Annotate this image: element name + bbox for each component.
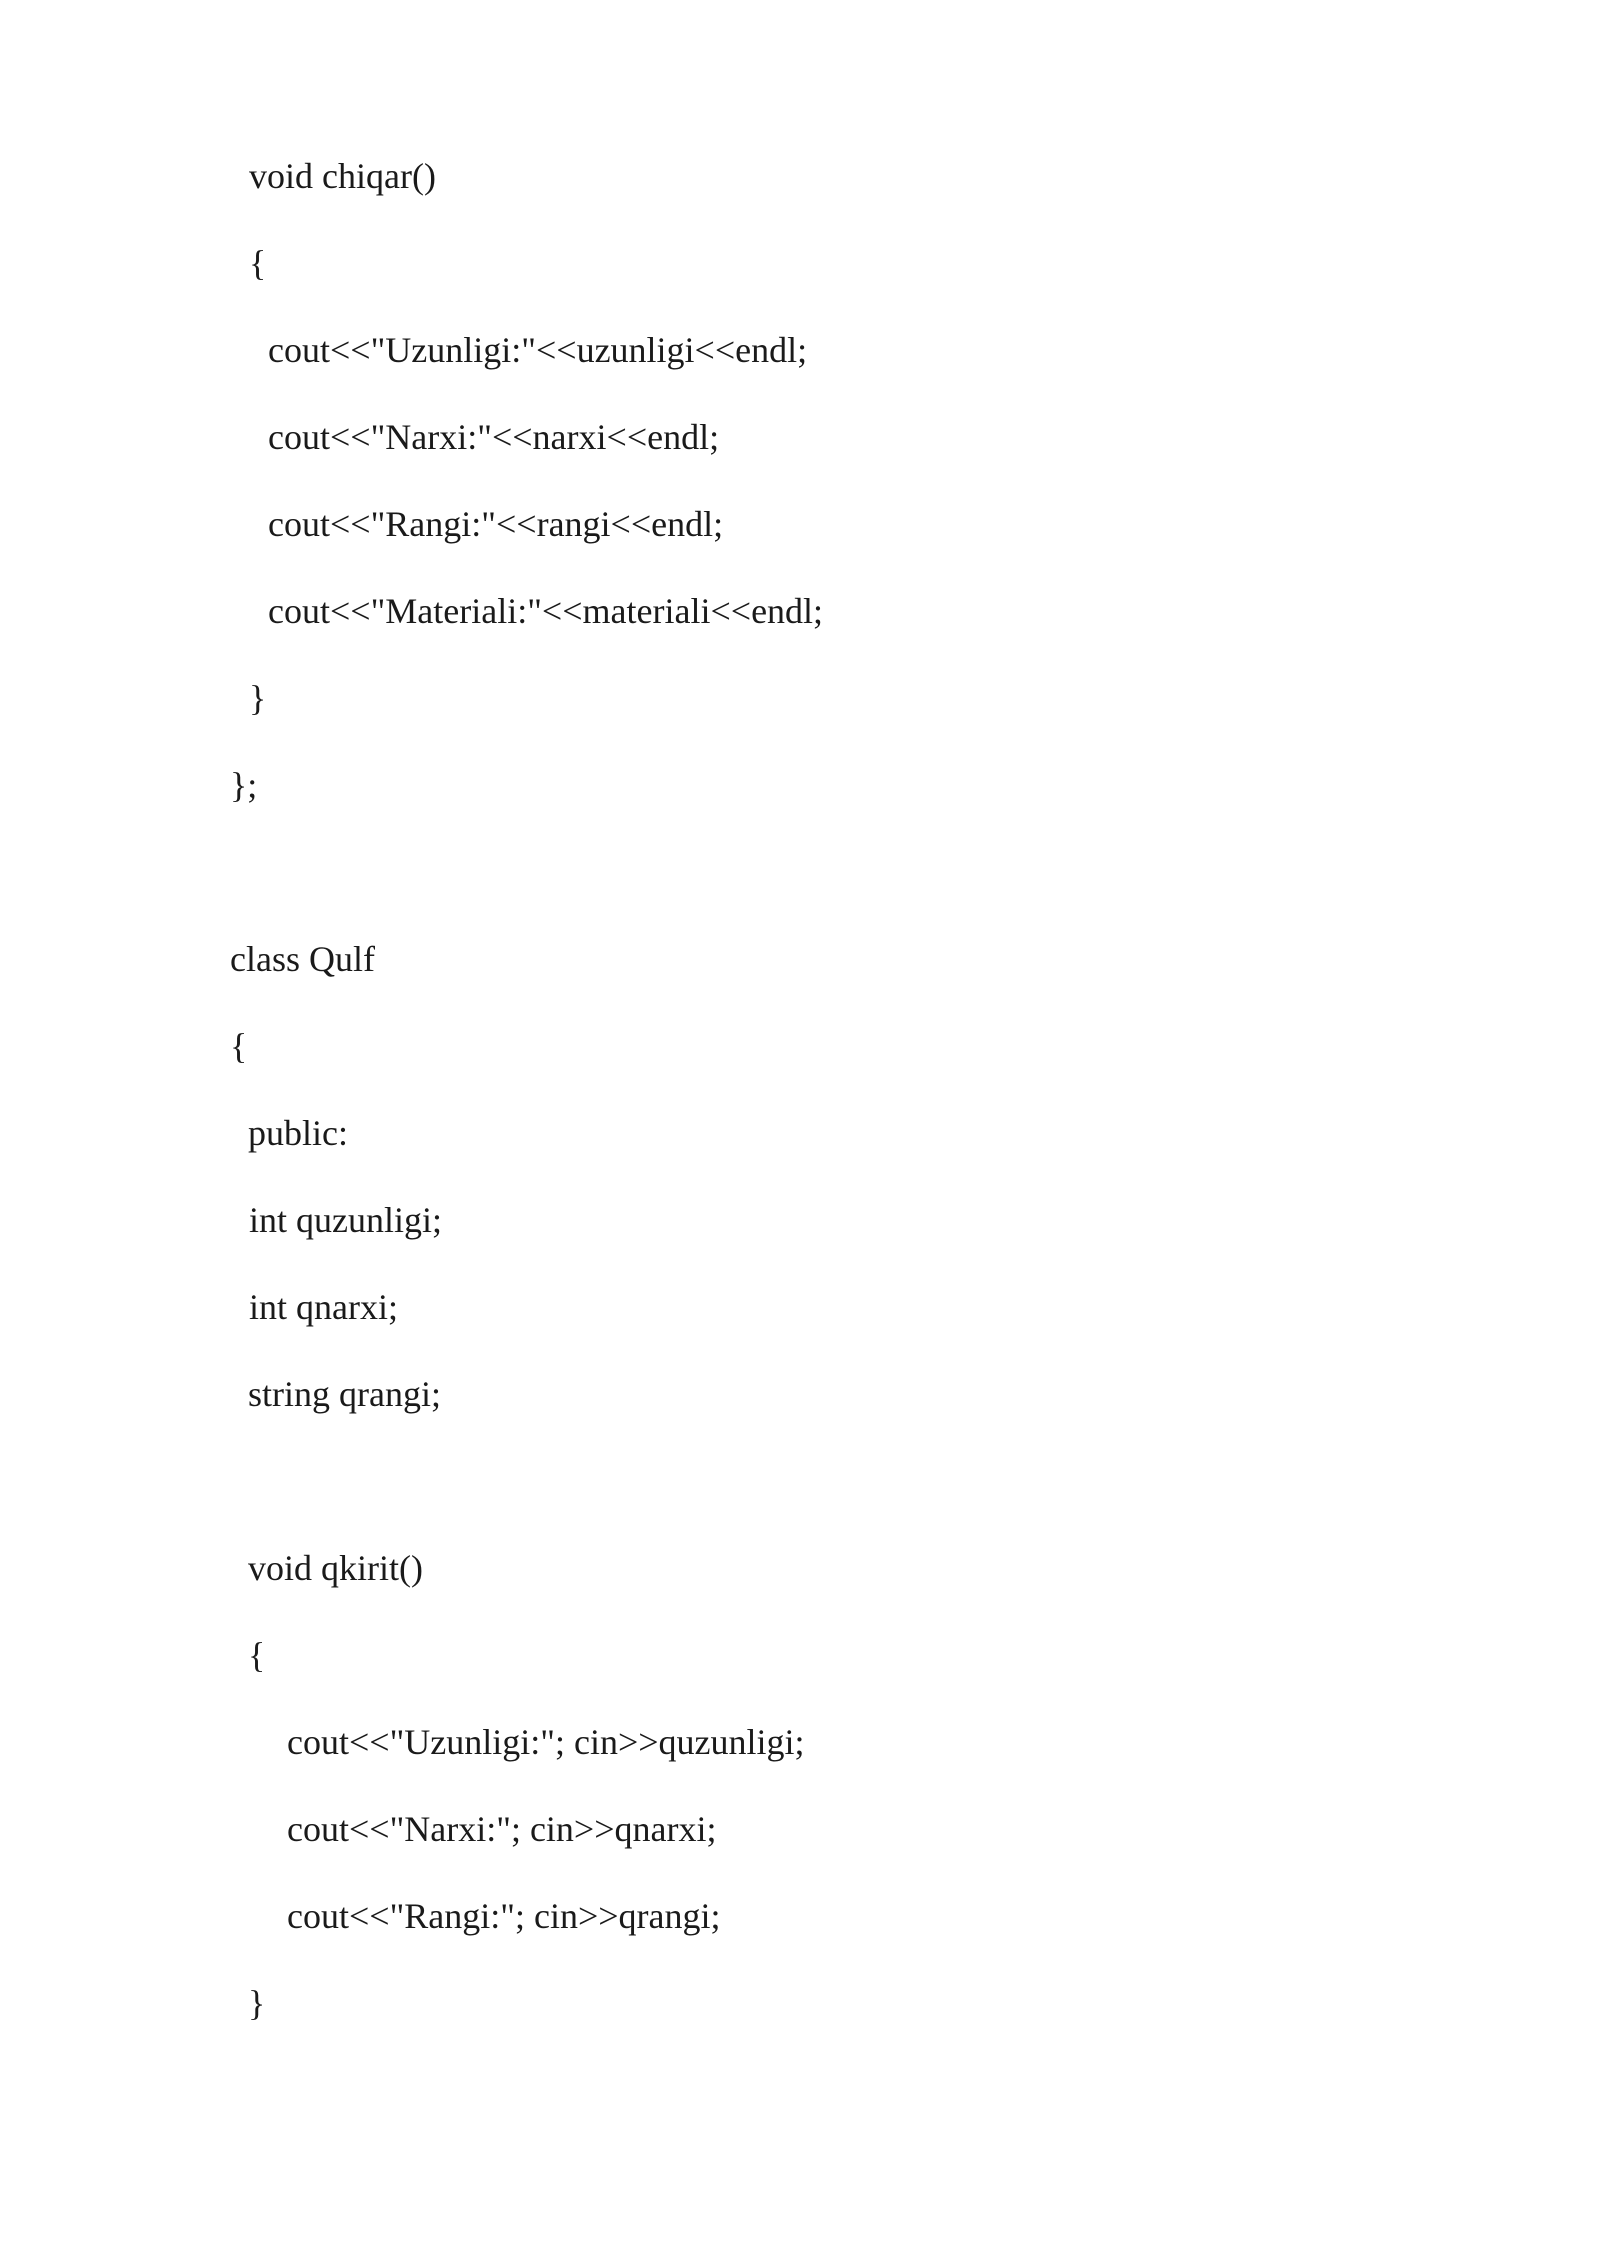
code-line-class-open-brace: { xyxy=(230,1026,248,1066)
code-line-string-qrangi: string qrangi; xyxy=(248,1374,441,1414)
code-line-qkirit-open-brace: { xyxy=(248,1635,266,1675)
code-line-cout-materiali: cout<<"Materiali:"<<materiali<<endl; xyxy=(268,591,824,631)
code-line-qkirit-close-brace: } xyxy=(248,1983,266,2023)
code-line-public: public: xyxy=(248,1113,348,1153)
code-line-cin-qrangi: cout<<"Rangi:"; cin>>qrangi; xyxy=(287,1896,721,1936)
code-line-cout-narxi: cout<<"Narxi:"<<narxi<<endl; xyxy=(268,417,720,457)
code-line-close-brace: } xyxy=(249,678,267,718)
code-line-class-qulf: class Qulf xyxy=(230,939,375,979)
code-line-method-chiqar: void chiqar() xyxy=(249,156,436,196)
code-line-cout-rangi: cout<<"Rangi:"<<rangi<<endl; xyxy=(268,504,724,544)
code-line-cin-quzunligi: cout<<"Uzunligi:"; cin>>quzunligi; xyxy=(287,1722,805,1762)
code-line-class-end: }; xyxy=(230,765,258,805)
code-line-cin-qnarxi: cout<<"Narxi:"; cin>>qnarxi; xyxy=(287,1809,717,1849)
code-line-method-qkirit: void qkirit() xyxy=(248,1548,423,1588)
code-line-int-quzunligi: int quzunligi; xyxy=(249,1200,442,1240)
code-line-cout-uzunligi: cout<<"Uzunligi:"<<uzunligi<<endl; xyxy=(268,330,808,370)
code-line-open-brace: { xyxy=(249,243,267,283)
code-line-int-qnarxi: int qnarxi; xyxy=(249,1287,398,1327)
